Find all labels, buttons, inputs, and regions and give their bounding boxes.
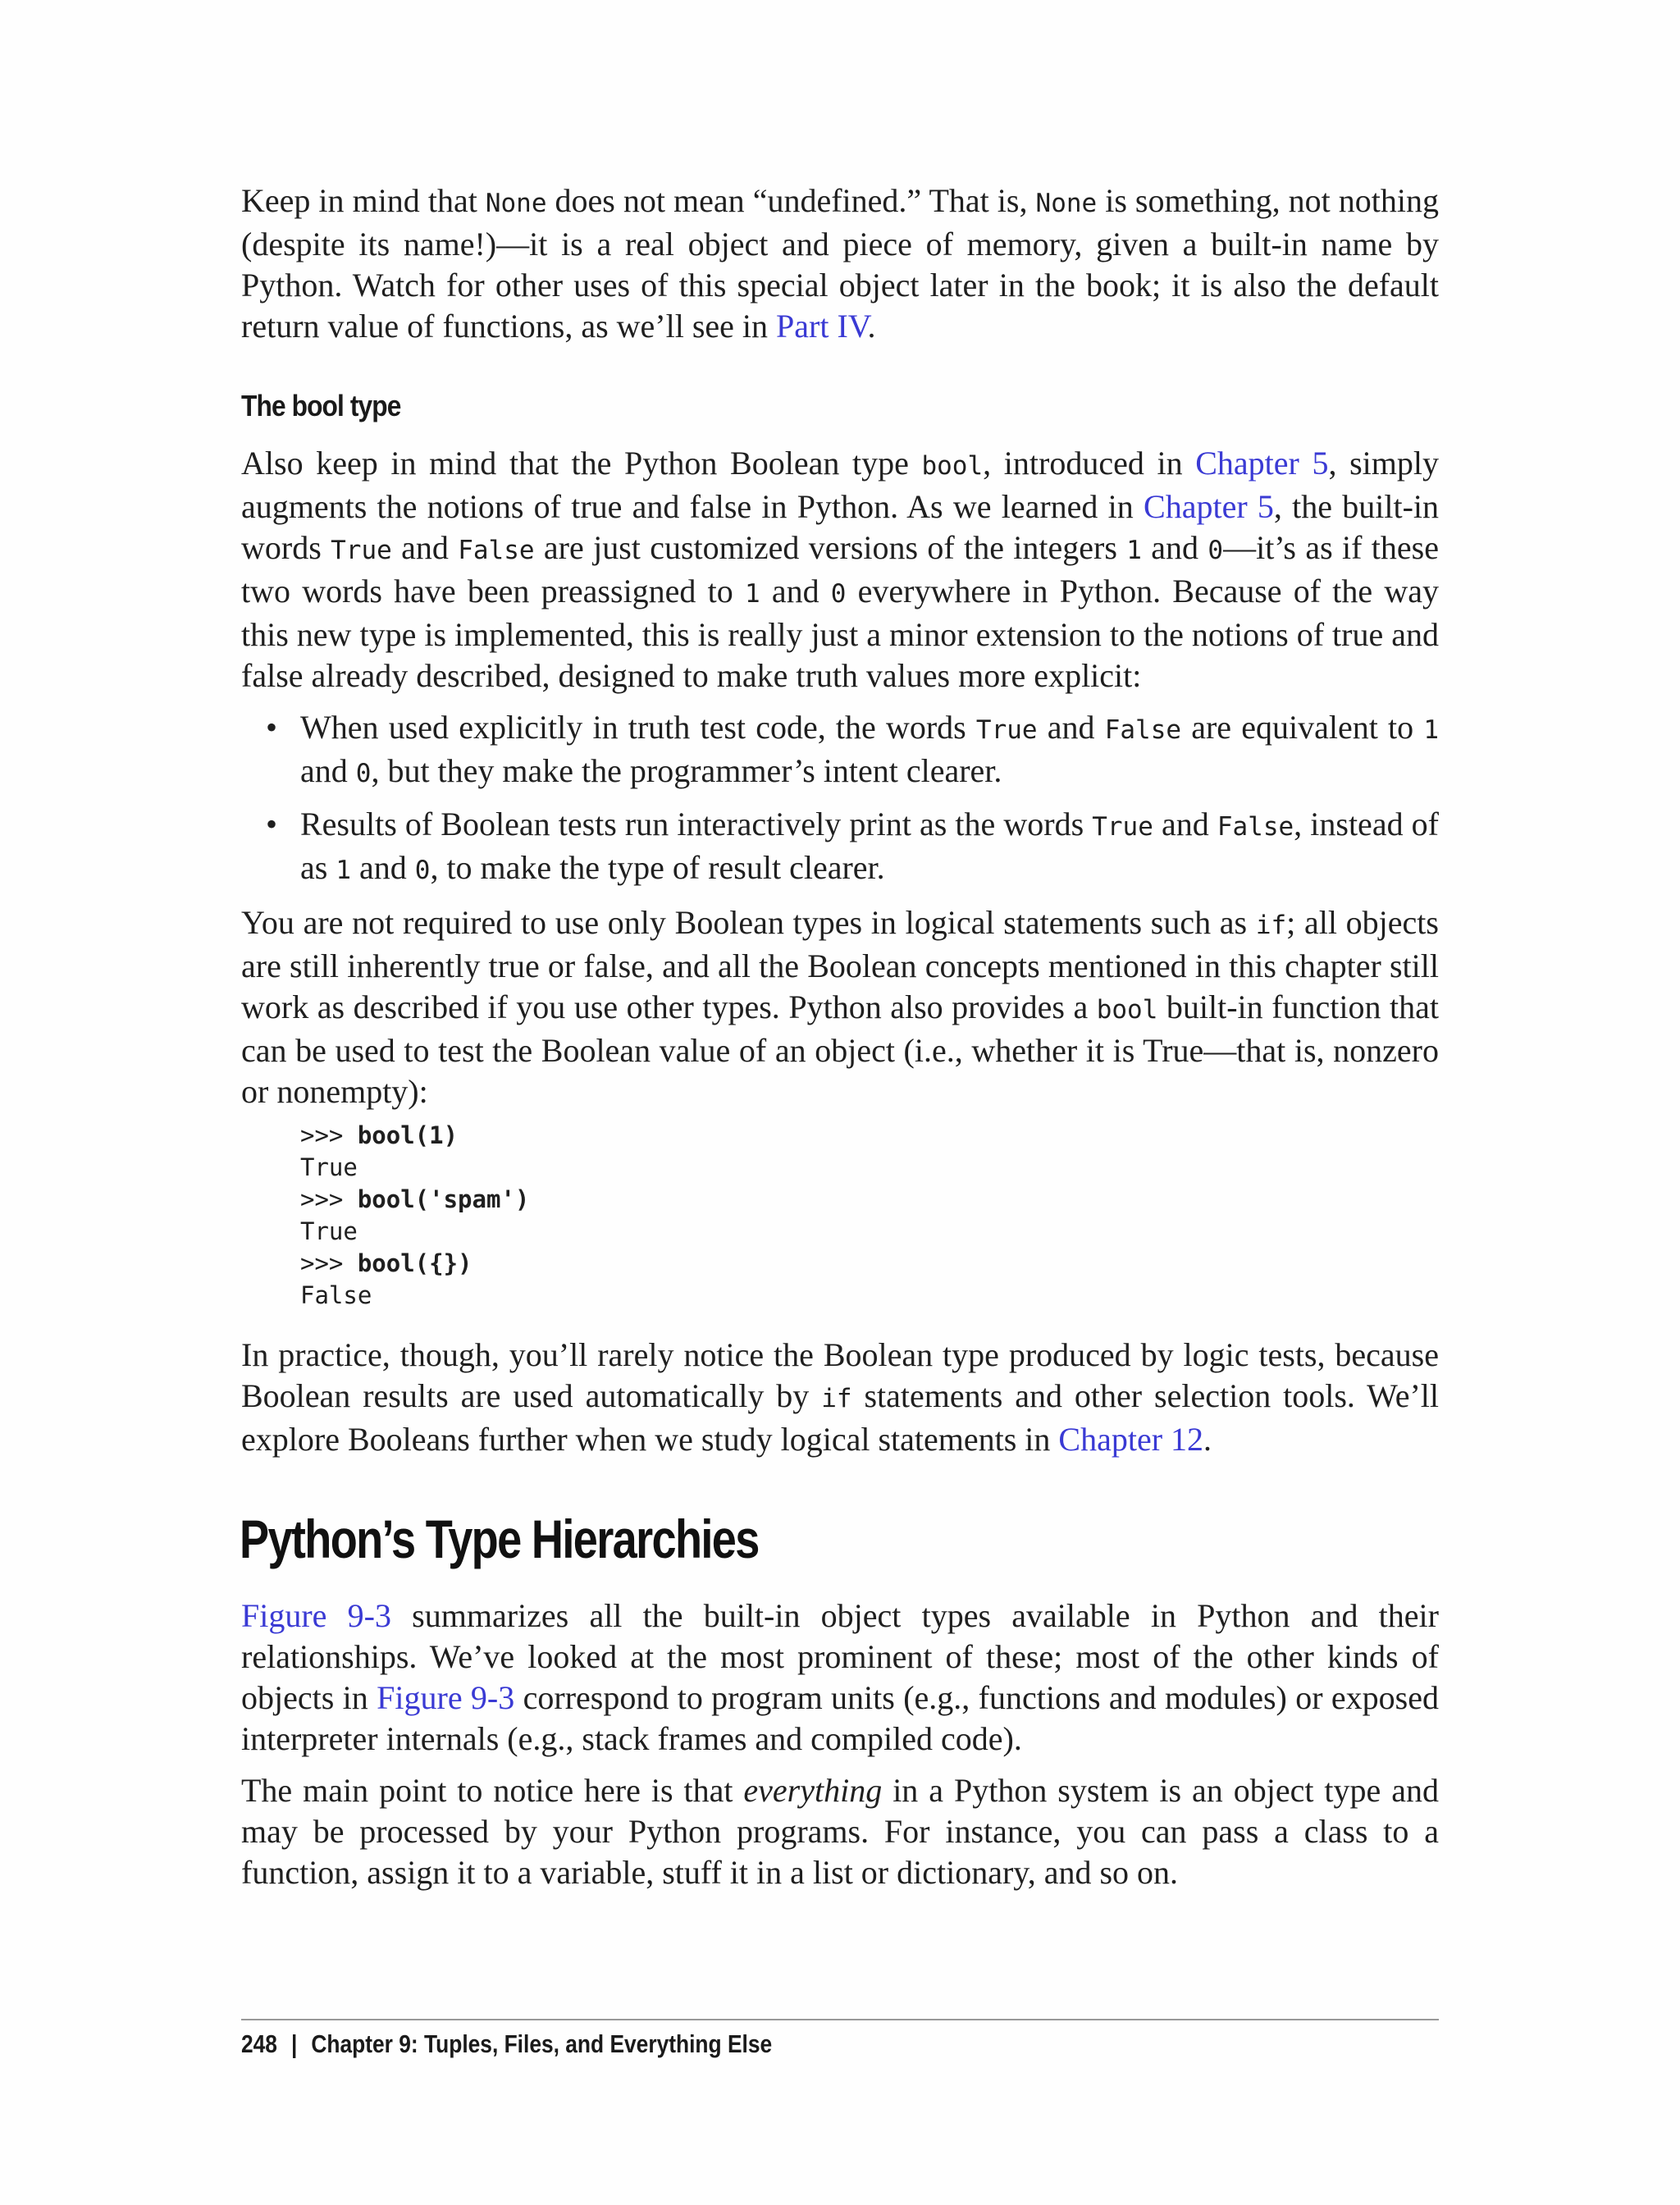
inline-code: True (331, 536, 392, 565)
inline-code: 0 (355, 759, 372, 788)
bullet-icon: • (266, 709, 278, 746)
text: summarizes all the built-in object types available in Python and their relationships. We’ve looked at the most prominent of these; most of the other kinds of objects in (241, 1597, 1439, 1716)
list-item (241, 804, 1439, 891)
code-prompt: >>> (300, 1185, 358, 1213)
inline-code: None (485, 189, 547, 218)
inline-code: 0 (414, 856, 431, 885)
link-figure-9-3[interactable]: Figure 9-3 (241, 1597, 391, 1634)
code-line (300, 1248, 529, 1280)
inline-code: if (1255, 911, 1287, 940)
paragraph-everything-object (241, 1770, 1439, 1893)
link-part-iv[interactable]: Part IV (776, 308, 868, 345)
text: and (351, 849, 415, 886)
text: You are not required to use only Boolean types in logical statements such as (241, 904, 1256, 941)
link-chapter-12[interactable]: Chapter 12 (1058, 1421, 1204, 1458)
text: The main point to notice here is that (241, 1772, 744, 1809)
emphasis: everything (743, 1772, 883, 1809)
text: —it’s as if these two words have been preassigned to (241, 529, 1439, 609)
text: , to make the type of result clearer. (430, 849, 885, 886)
code-line (300, 1280, 529, 1312)
inline-code: True (1092, 812, 1153, 842)
bullet-icon: • (266, 806, 278, 842)
footer-separator: | (290, 2029, 298, 2058)
text: When used explicitly in truth test code, the words (300, 709, 976, 746)
text: , but they make the programmer’s intent clearer. (371, 752, 1002, 789)
inline-code: 0 (830, 579, 847, 609)
link-chapter-5[interactable]: Chapter 5 (1144, 488, 1274, 525)
text: , the built-in words (241, 488, 1440, 566)
text: and (760, 573, 831, 609)
text: and (1141, 529, 1208, 566)
subheading-bool-type: The bool type (241, 389, 401, 422)
code-input: bool({}) (357, 1249, 472, 1277)
text: and (1037, 709, 1105, 746)
inline-code: False (1217, 812, 1294, 842)
text: built-in function that can be used to test the Boolean value of an object (i.e., whether it is True—that is, nonzero or nonempty): (241, 988, 1439, 1110)
code-line (300, 1152, 529, 1184)
text: ; all objects are still inherently true or false, and all the Boolean concepts mentioned in this chapter still work as described if you use other types. Python also provides a (241, 904, 1439, 1025)
inline-code: 1 (1423, 715, 1439, 745)
footer-divider (241, 2019, 1439, 2020)
inline-code: 1 (1126, 536, 1142, 565)
code-input: bool(1) (357, 1121, 459, 1149)
text: are equivalent to (1181, 709, 1424, 746)
page-footer (241, 2029, 772, 2059)
inline-code: if (821, 1384, 852, 1413)
text: , introduced in (983, 445, 1196, 482)
inline-code: False (458, 536, 535, 565)
text: statements and other selection tools. We’ll explore Booleans further when we study logical statements in (241, 1377, 1439, 1458)
text: Results of Boolean tests run interactively print as the words (300, 806, 1093, 842)
text: , simply augments the notions of true and false in Python. As we learned in (241, 445, 1440, 525)
inline-code: bool (1096, 995, 1158, 1025)
code-line (300, 1184, 529, 1216)
code-output: True (300, 1153, 358, 1181)
link-figure-9-3[interactable]: Figure 9-3 (377, 1679, 515, 1716)
text: . (1203, 1421, 1212, 1458)
text: Keep in mind that (241, 182, 486, 219)
code-input: bool('spam') (357, 1185, 530, 1213)
text: is something, not nothing (despite its name!)—it is a real object and piece of memory, given a built-in name by Python. Watch for other uses of this special object later in the book; it is also the default return value of functions, as we’ll see in (241, 182, 1440, 345)
text: in a Python system is an object type and may be processed by your Python programs. For instance, you can pass a class to a function, assign it to a variable, stuff it in a list or dictionary, and so on. (241, 1772, 1439, 1891)
text: , instead of as (300, 806, 1439, 886)
inline-code: bool (921, 451, 984, 481)
code-output: True (300, 1217, 358, 1245)
text: Also keep in mind that the Python Boolean type (241, 445, 922, 482)
code-output: False (300, 1281, 372, 1309)
text: everywhere in Python. Because of the way this new type is implemented, this is really just a minor extension to the notions of true and false already described, designed to make truth values more explicit: (241, 573, 1439, 694)
code-line (300, 1216, 529, 1248)
paragraph-figure-summary (241, 1596, 1439, 1760)
code-prompt: >>> (300, 1121, 358, 1149)
paragraph-practice (241, 1335, 1439, 1460)
paragraph-none-meaning (241, 180, 1439, 347)
text: and (300, 752, 356, 789)
list-item (241, 707, 1439, 794)
code-prompt: >>> (300, 1249, 358, 1277)
page-number: 248 (241, 2029, 277, 2058)
text: In practice, though, you’ll rarely notice the Boolean type produced by logic tests, because Boolean results are used automatically by (241, 1336, 1439, 1414)
text: does not mean “undefined.” That is, (546, 182, 1036, 219)
text: and (1153, 806, 1217, 842)
inline-code: None (1035, 189, 1098, 218)
paragraph-bool-type (241, 443, 1439, 696)
text: correspond to program units (e.g., functions and modules) or exposed interpreter internals (e.g., stack frames and compiled code). (241, 1679, 1439, 1757)
code-example (300, 1120, 529, 1312)
running-title: Chapter 9: Tuples, Files, and Everything Else (311, 2029, 773, 2058)
text: . (867, 308, 876, 345)
bullet-list (241, 707, 1439, 901)
inline-code: 0 (1208, 536, 1224, 565)
inline-code: 1 (336, 856, 351, 885)
text: are just customized versions of the integers (534, 529, 1127, 566)
paragraph-bool-builtin (241, 902, 1439, 1112)
text: and (391, 529, 459, 566)
inline-code: False (1104, 715, 1182, 745)
inline-code: 1 (744, 579, 760, 609)
section-heading: Python’s Type Hierarchies (240, 1509, 759, 1569)
inline-code: True (975, 715, 1038, 745)
code-line (300, 1120, 529, 1152)
link-chapter-5[interactable]: Chapter 5 (1195, 445, 1329, 482)
